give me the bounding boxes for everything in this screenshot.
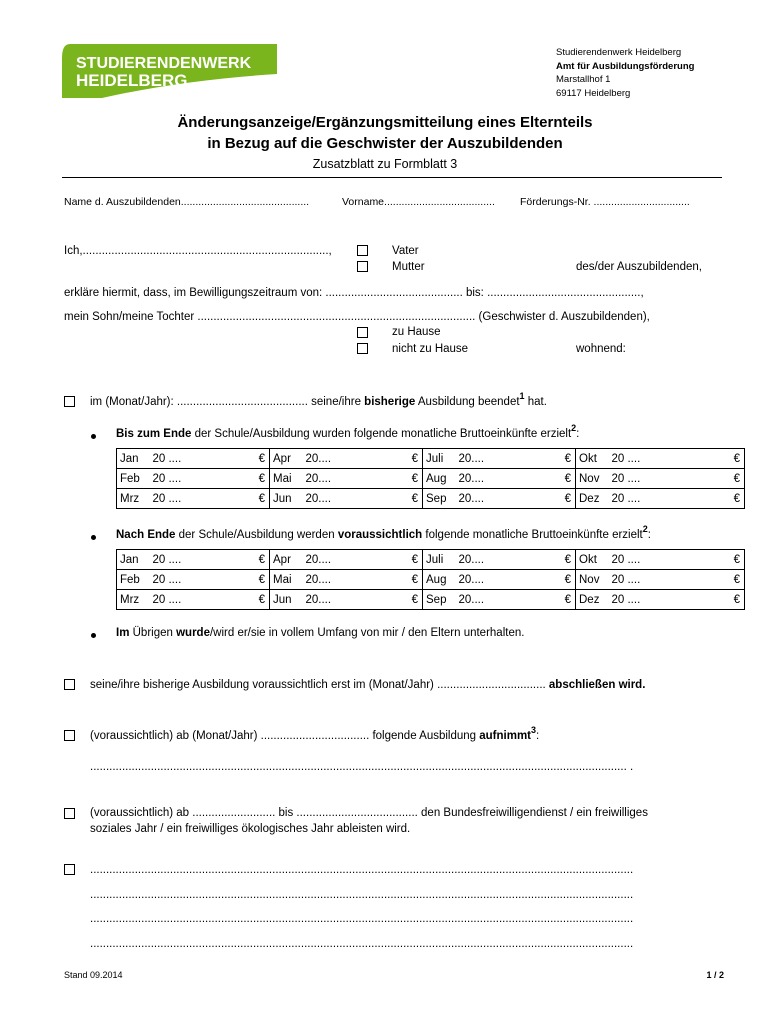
month-cell: Juli [423, 449, 459, 469]
zu-hause-label: zu Hause [392, 326, 441, 338]
sonstiges-line[interactable]: .......................................................................................................................................................................... [90, 864, 634, 876]
income-table-row [117, 550, 745, 570]
year-cell[interactable]: 20.... [459, 550, 504, 570]
option-aufnimmt-checkbox[interactable] [64, 730, 75, 741]
month-cell: Juli [423, 550, 459, 570]
month-cell: Feb [117, 570, 153, 590]
nicht-zu-hause-label: nicht zu Hause [392, 343, 469, 355]
year-cell[interactable]: 20.... [459, 489, 504, 509]
period-field[interactable]: erkläre hiermit, dass, im Bewilligungszeitraum von: ........................................... bis: ................................................, [64, 287, 644, 299]
amount-cell[interactable]: € [351, 449, 423, 469]
month-cell: Mai [270, 469, 306, 489]
month-cell: Mai [270, 570, 306, 590]
month-cell: Dez [576, 489, 612, 509]
address-street: Marstallhof 1 [556, 74, 611, 85]
name-field[interactable]: Name d. Auszubildenden............................................ [64, 196, 310, 208]
month-cell: Okt [576, 550, 612, 570]
sonstiges-line[interactable]: .......................................................................................................................................................................... [90, 938, 634, 950]
month-cell: Apr [270, 550, 306, 570]
amount-cell[interactable]: € [351, 489, 423, 509]
wohnend-label: wohnend: [576, 343, 626, 355]
amount-cell[interactable]: € [657, 570, 745, 590]
year-cell[interactable]: 20 .... [153, 550, 198, 570]
option-abschliessen-checkbox[interactable] [64, 679, 75, 690]
year-cell[interactable]: 20.... [459, 469, 504, 489]
address-city: 69117 Heidelberg [556, 87, 631, 99]
amount-cell[interactable]: € [198, 469, 270, 489]
year-cell[interactable]: 20 .... [153, 449, 198, 469]
amount-cell[interactable]: € [504, 469, 576, 489]
bullet-nach-ende: Nach Ende der Schule/Ausbildung werden voraussichtlich folgende monatliche Bruttoeinkünfte erzielt$^2$: [116, 524, 651, 541]
month-cell: Dez [576, 590, 612, 610]
income-table-row [117, 590, 745, 610]
sonstiges-line[interactable]: .......................................................................................................................................................................... [90, 913, 634, 925]
title-divider [62, 177, 722, 178]
page-title-line1: Änderungsanzeige/Ergänzungsmitteilung eines Elternteils [177, 114, 593, 131]
amount-cell[interactable]: € [657, 489, 745, 509]
vorname-field[interactable]: Vorname...................................... [342, 196, 495, 208]
amount-cell[interactable]: € [351, 590, 423, 610]
amount-cell[interactable]: € [504, 550, 576, 570]
year-cell[interactable]: 20 .... [612, 590, 657, 610]
month-cell: Okt [576, 449, 612, 469]
amount-cell[interactable]: € [504, 590, 576, 610]
income-table-row [117, 469, 745, 489]
amount-cell[interactable]: € [657, 449, 745, 469]
year-cell[interactable]: 20 .... [612, 469, 657, 489]
bullet-marker [91, 535, 96, 540]
year-cell[interactable]: 20 .... [612, 449, 657, 469]
option-abschliessen-text: seine/ihre bisherige Ausbildung voraussichtlich erst im (Monat/Jahr) .................................. abschließen wird. [90, 679, 646, 691]
year-cell[interactable]: 20 .... [612, 570, 657, 590]
option-aufnimmt-text: (voraussichtlich) ab (Monat/Jahr) .................................. folgende Ausbildung aufnimmt$^3$: [90, 725, 540, 742]
month-cell: Feb [117, 469, 153, 489]
amount-cell[interactable]: € [657, 590, 745, 610]
bullet-marker [91, 434, 96, 439]
month-cell: Sep [423, 489, 459, 509]
footer-stand: Stand 09.2014 [64, 970, 123, 980]
amount-cell[interactable]: € [198, 550, 270, 570]
income-table-row [117, 489, 745, 509]
year-cell[interactable]: 20 .... [153, 489, 198, 509]
amount-cell[interactable]: € [504, 489, 576, 509]
income-table-before [116, 448, 745, 509]
foerderungs-nr-field[interactable]: Förderungs-Nr. ................................. [520, 196, 690, 208]
child-name-field[interactable]: mein Sohn/meine Tochter ....................................................................................... (Geschwister d. Auszubildenden), [64, 311, 650, 323]
option-ausbildung-beendet-text: im (Monat/Jahr): ......................................... seine/ihre bisherige Ausbildung beendet$^1$ hat. [90, 391, 547, 408]
amount-cell[interactable]: € [198, 570, 270, 590]
month-cell: Mrz [117, 590, 153, 610]
year-cell[interactable]: 20 .... [612, 489, 657, 509]
bullet-bis-zum-ende: Bis zum Ende der Schule/Ausbildung wurden folgende monatliche Bruttoeinkünfte erzielt$^2$: [116, 423, 580, 440]
year-cell[interactable]: 20 .... [153, 570, 198, 590]
ich-name-field[interactable]: Ich,............................................................................., [64, 245, 332, 257]
year-cell[interactable]: 20.... [306, 570, 351, 590]
year-cell[interactable]: 20.... [459, 449, 504, 469]
option-freiwilligendienst-line2: soziales Jahr / ein freiwilliges ökologisches Jahr ableisten wird. [90, 823, 411, 835]
year-cell[interactable]: 20.... [306, 590, 351, 610]
year-cell[interactable]: 20.... [459, 590, 504, 610]
option-ausbildung-beendet-checkbox[interactable] [64, 396, 75, 407]
amount-cell[interactable]: € [198, 489, 270, 509]
amount-cell[interactable]: € [504, 449, 576, 469]
year-cell[interactable]: 20 .... [153, 469, 198, 489]
year-cell[interactable]: 20.... [459, 570, 504, 590]
option-aufnimmt-line[interactable]: ........................................................................................................................................................................ . [90, 761, 634, 773]
year-cell[interactable]: 20.... [306, 550, 351, 570]
address-block [556, 46, 694, 100]
option-freiwilligendienst-line1: (voraussichtlich) ab .......................... bis ...................................... den Bundesfreiwilligendienst / ein freiwilliges [90, 807, 648, 819]
address-org: Studierendenwerk Heidelberg [556, 47, 682, 58]
bullet-marker [91, 633, 96, 638]
mutter-checkbox[interactable] [357, 261, 368, 272]
option-sonstiges-checkbox[interactable] [64, 864, 75, 875]
month-cell: Nov [576, 469, 612, 489]
logo-text-line1: STUDIERENDENWERK [76, 55, 252, 72]
option-freiwilligendienst-checkbox[interactable] [64, 808, 75, 819]
month-cell: Apr [270, 449, 306, 469]
month-cell: Nov [576, 570, 612, 590]
sonstiges-line[interactable]: .......................................................................................................................................................................... [90, 889, 634, 901]
year-cell[interactable]: 20 .... [612, 550, 657, 570]
amount-cell[interactable]: € [351, 550, 423, 570]
income-table-row [117, 449, 745, 469]
month-cell: Aug [423, 570, 459, 590]
address-dept: Amt für Ausbildungsförderung [556, 60, 695, 72]
month-cell: Aug [423, 469, 459, 489]
vater-label: Vater [392, 245, 419, 257]
mutter-label: Mutter [392, 261, 425, 273]
month-cell: Jun [270, 590, 306, 610]
vater-checkbox[interactable] [357, 245, 368, 256]
amount-cell[interactable]: € [351, 570, 423, 590]
month-cell: Jan [117, 449, 153, 469]
footer-page-number: 1 / 2 [706, 970, 724, 980]
logo-text-line2: HEIDELBERG [76, 71, 188, 90]
year-cell[interactable]: 20.... [306, 449, 351, 469]
des-der-azubi-text: des/der Auszubildenden, [576, 261, 702, 273]
bullet-im-uebrigen: Im Übrigen wurde/wird er/sie in vollem Umfang von mir / den Eltern unterhalten. [116, 627, 525, 639]
year-cell[interactable]: 20 .... [153, 590, 198, 610]
zu-hause-checkbox[interactable] [357, 327, 368, 338]
page-title-line2: in Bezug auf die Geschwister der Auszubildenden [207, 135, 563, 152]
year-cell[interactable]: 20.... [306, 489, 351, 509]
amount-cell[interactable]: € [198, 449, 270, 469]
month-cell: Sep [423, 590, 459, 610]
logo-graphic [62, 44, 277, 98]
page-subtitle: Zusatzblatt zu Formblatt 3 [312, 157, 458, 171]
studierendenwerk-logo [62, 44, 277, 98]
amount-cell[interactable]: € [657, 550, 745, 570]
month-cell: Mrz [117, 489, 153, 509]
income-table-after [116, 549, 745, 610]
year-cell[interactable]: 20.... [306, 469, 351, 489]
amount-cell[interactable]: € [198, 590, 270, 610]
month-cell: Jan [117, 550, 153, 570]
month-cell: Jun [270, 489, 306, 509]
amount-cell[interactable]: € [351, 469, 423, 489]
amount-cell[interactable]: € [504, 570, 576, 590]
income-table-row [117, 570, 745, 590]
nicht-zu-hause-checkbox[interactable] [357, 343, 368, 354]
amount-cell[interactable]: € [657, 469, 745, 489]
